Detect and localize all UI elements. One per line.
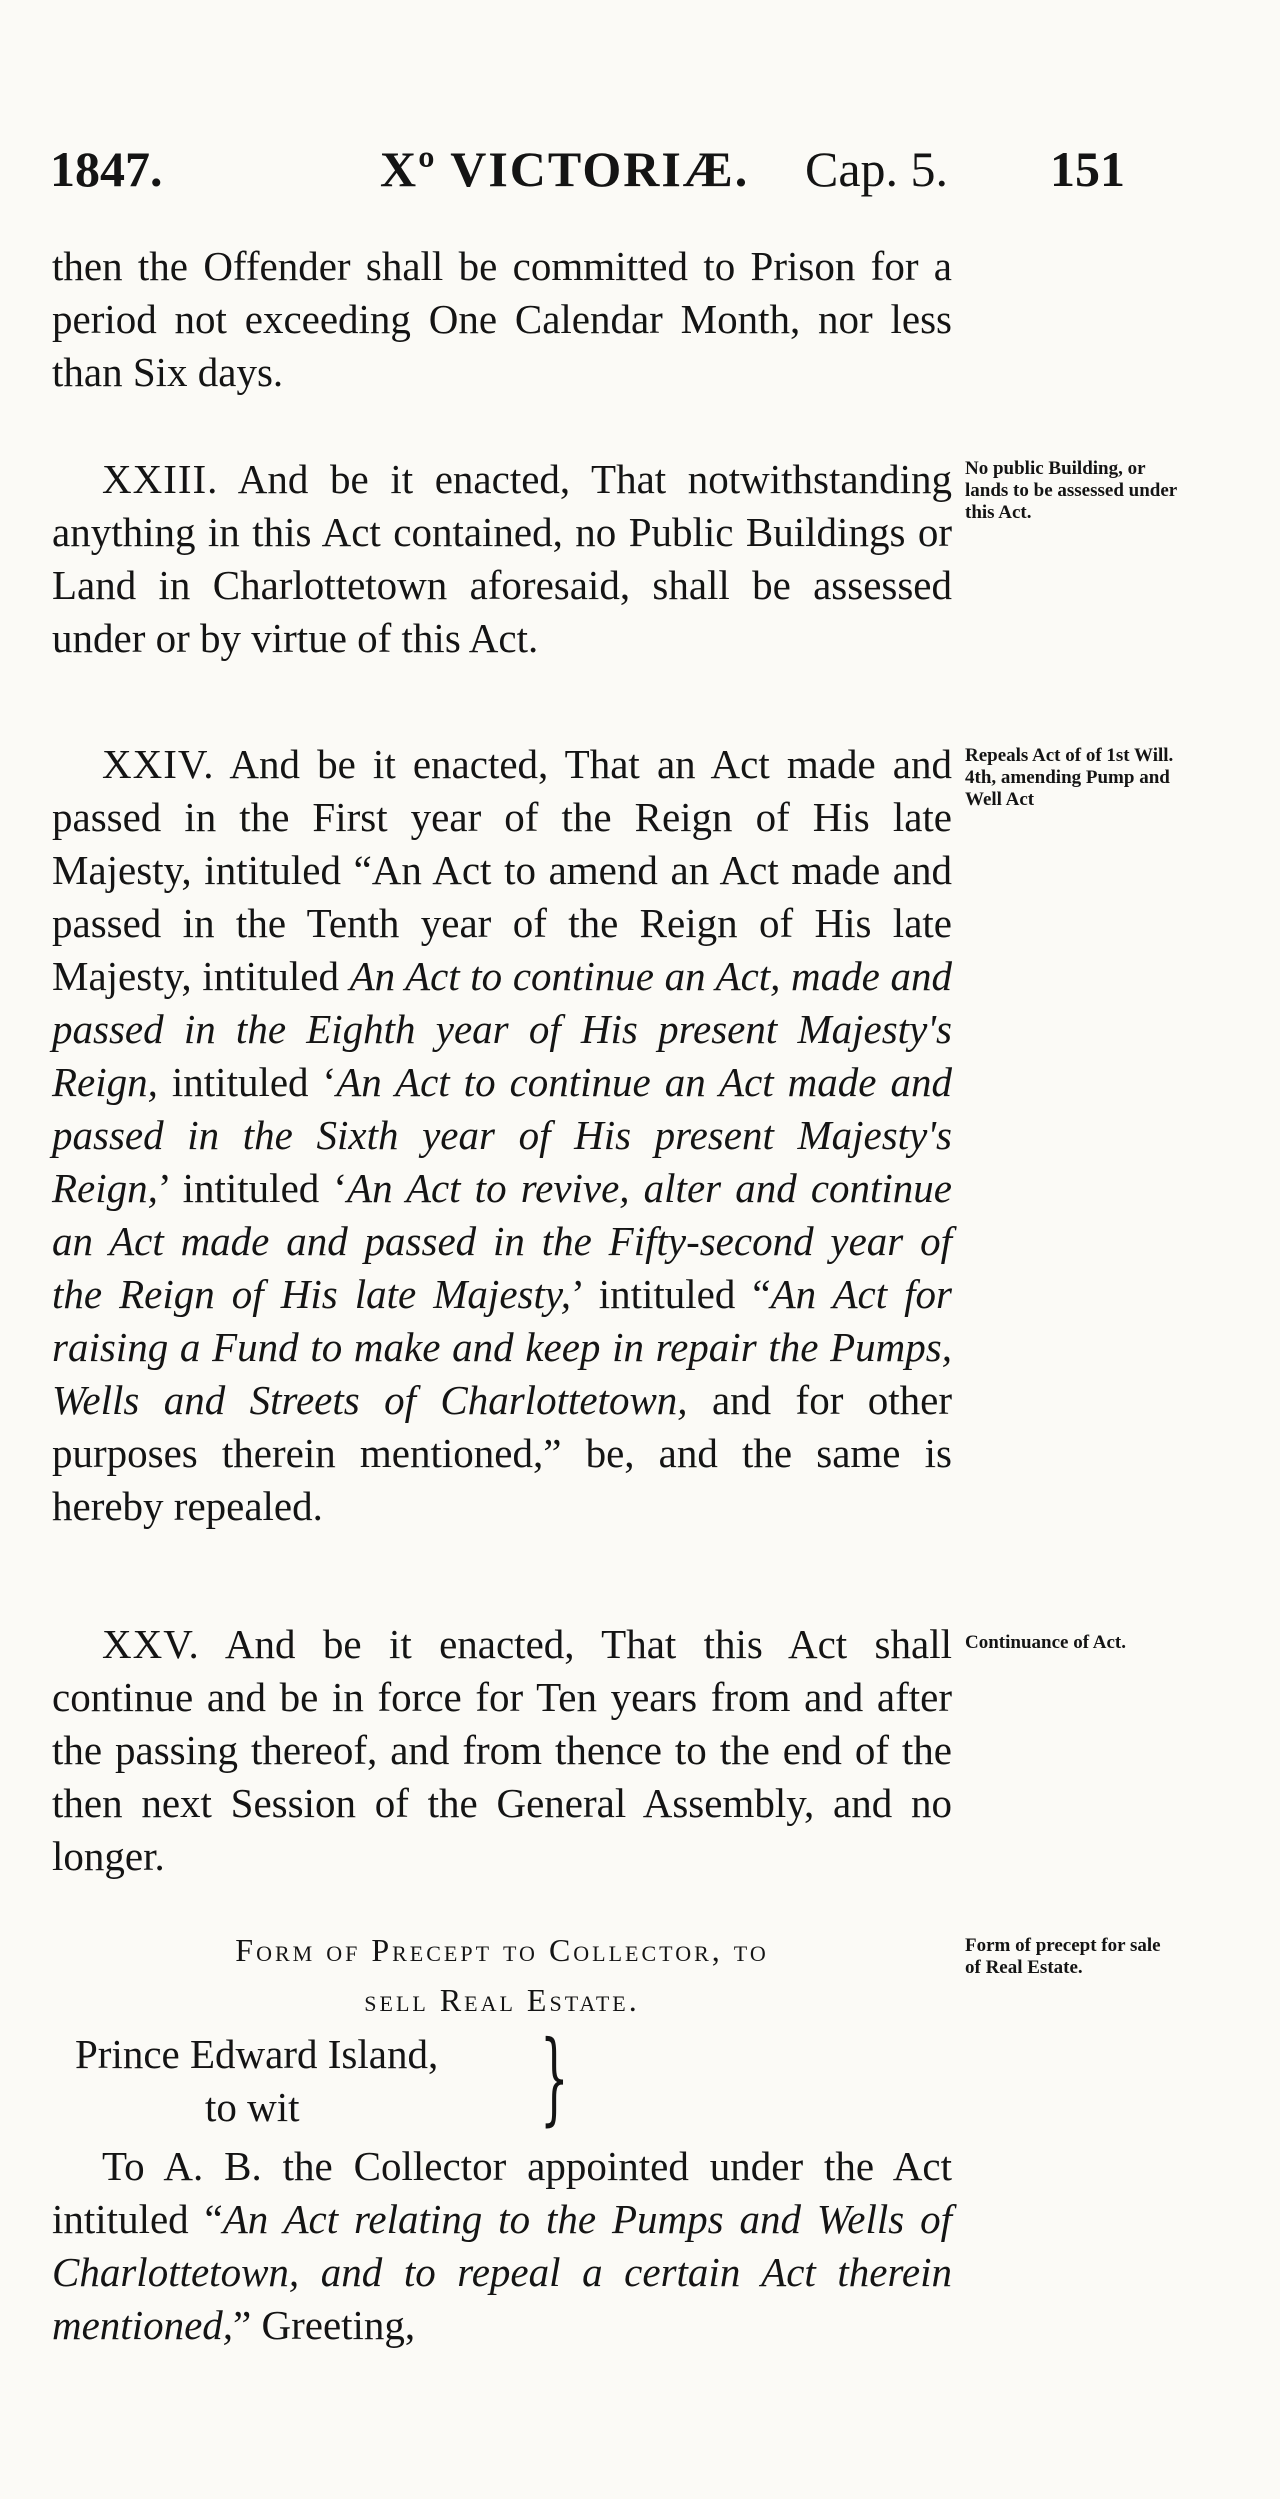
page-number: 151: [1050, 141, 1125, 197]
section-23: [52, 453, 952, 665]
section-24-italic-3: An Act to revive, alter and continue an Act made and passed in the Fifty-second year of the Reign of His late Majesty,: [52, 1165, 952, 1317]
form-paragraph: [52, 2140, 952, 2352]
brace-symbol: }: [540, 2019, 569, 2136]
section-25-number: XXV.: [102, 1621, 200, 1667]
margin-note-23: No public Building, or lands to be assessed under this Act.: [965, 458, 1177, 523]
form-italic: An Act relating to the Pumps and Wells of Charlottetown, and to repeal a certain Act therein mentioned,: [52, 2196, 952, 2348]
section-24-part-3: ’ intituled ‘: [157, 1165, 348, 1211]
section-24-part-1: And be it enacted, That an Act made and passed in the First year of the Reign of His late Majesty, intituled “An Act to amend an Act made and passed in the Tenth year of the Reign of His late Majesty, intituled: [52, 741, 952, 999]
section-24-italic-2: An Act to continue an Act made and passed in the Sixth year of His present Majesty's Reign,: [52, 1059, 952, 1211]
section-24-paragraph: [52, 738, 952, 1533]
location-line-2: to wit: [205, 2084, 300, 2130]
section-25: [52, 1618, 952, 1883]
section-23-number: XXIII.: [102, 456, 219, 502]
form-part-2: ” Greeting,: [233, 2302, 416, 2348]
section-25-text: And be it enacted, That this Act shall continue and be in force for Ten years from and after the passing thereof, and from thence to the end of the then next Session of the General Assembly, and no longer.: [52, 1621, 952, 1879]
continuation-text: then the Offender shall be committed to Prison for a period not exceeding One Calendar Month, nor less than Six days.: [52, 243, 952, 395]
form-body: [52, 2140, 952, 2352]
margin-note-24: Repeals Act of of 1st Will. 4th, amending Pump and Well Act: [965, 745, 1174, 810]
section-24-italic-4: An Act for raising a Fund to make and keep in repair the Pumps, Wells and Streets of Charlottetown,: [52, 1271, 952, 1423]
form-part-1: To A. B. the Collector appointed under the Act intituled “: [52, 2143, 952, 2242]
section-23-paragraph: [52, 453, 952, 665]
form-title-line-2: sell Real Estate.: [364, 1982, 640, 2018]
running-header: [50, 140, 1170, 210]
section-24: [52, 738, 952, 1533]
section-24-italic-1: An Act to continue an Act, made and passed in the Eighth year of His present Majesty's Reign,: [52, 953, 952, 1105]
header-year: 1847.: [50, 141, 163, 197]
form-title-line-1: Form of Precept to Collector, to: [235, 1932, 769, 1968]
section-24-part-2: intituled ‘: [157, 1059, 337, 1105]
section-25-paragraph: [52, 1618, 952, 1883]
location-line-1: Prince Edward Island,: [75, 2031, 439, 2077]
location-block: [75, 2028, 438, 2134]
section-24-part-4: ’ intituled “: [571, 1271, 771, 1317]
margin-note-25: Continuance of Act.: [965, 1632, 1126, 1653]
margin-note-form: Form of precept for sale of Real Estate.: [965, 1935, 1161, 1978]
header-title: Xº VICTORIÆ.: [380, 141, 750, 197]
continuation-paragraph: [52, 240, 952, 399]
section-24-number: XXIV.: [102, 741, 215, 787]
section-24-part-5: and for other purposes therein mentioned,” be, and the same is hereby repealed.: [52, 1377, 952, 1529]
section-23-text: And be it enacted, That notwithstanding anything in this Act contained, no Public Buildings or Land in Charlottetown aforesaid, shall be assessed under or by virtue of this Act.: [52, 456, 952, 661]
form-heading: [52, 1925, 952, 2025]
header-chapter: Cap. 5.: [805, 141, 949, 197]
